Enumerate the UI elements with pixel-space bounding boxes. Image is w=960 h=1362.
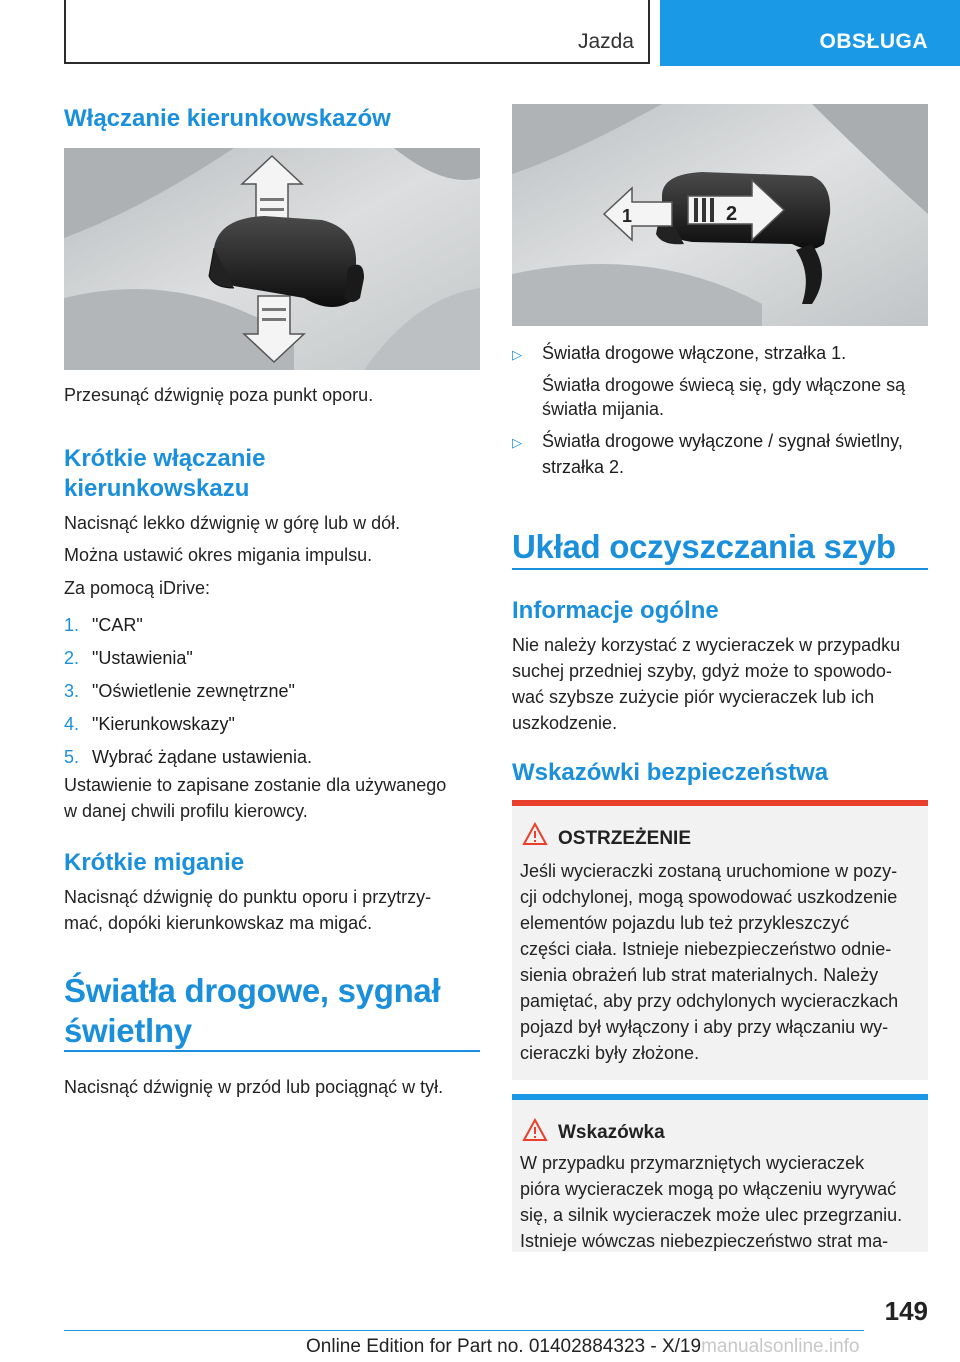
text-ustawienie-2: w danej chwili profilu kierowcy. [64, 801, 308, 821]
text-nacisnac-lekko: Nacisnąć lekko dźwignię w górę lub w dół. [64, 513, 401, 533]
note-triangle-icon [522, 1118, 548, 1142]
list-item: 3. "Oświetlenie zewnętrzne" [64, 681, 295, 701]
heading-kierunkowskazy: Włączanie kierunkowskazów [64, 105, 391, 132]
text-za-pomoca: Za pomocą iDrive: [64, 578, 211, 598]
text-bullet1-note-1: Światła drogowe świecą się, gdy włączone są [542, 375, 906, 395]
page-number: 149 [884, 1296, 928, 1326]
arrow-1-label: 1 [622, 206, 633, 226]
list-item: 5. Wybrać żądane ustawienia. [64, 747, 312, 767]
heading-swiatla-2: świetlny [64, 1012, 192, 1049]
list-item: ▷ Światła drogowe włączone, strzałka 1. [512, 340, 928, 368]
text-przesunac: Przesunąć dźwignię poza punkt oporu. [64, 385, 374, 405]
heading-krotkie-wlaczanie-1: Krótkie włączanie [64, 445, 266, 472]
heading-uklad-oczyszczania: Układ oczyszczania szyb [512, 528, 896, 565]
note-title: Wskazówka [558, 1122, 665, 1143]
note-bar [512, 1094, 928, 1100]
heading-rule [64, 1050, 480, 1052]
header-chapter-label: OBSŁUGA [819, 30, 928, 53]
heading-rule [512, 568, 928, 570]
footer-edition: Online Edition for Part no. 01402884323 - X/19manualsonline.info [306, 1336, 860, 1357]
warning-bar [512, 800, 928, 806]
text-info-1: Nie należy korzystać z wycieraczek w przypadku [512, 635, 901, 655]
list-item: ▷ Światła drogowe wyłączone / sygnał świetlny, strzałka 2. [512, 428, 928, 480]
triangle-bullet-icon: ▷ [512, 347, 522, 362]
warning-box [512, 800, 928, 1080]
triangle-bullet-icon: ▷ [512, 435, 522, 450]
text-miganie-1: Nacisnąć dźwignię do punktu oporu i przytrzy- [64, 887, 432, 907]
header-section-box [64, 0, 650, 64]
lever-up-down-illustration [64, 148, 480, 370]
arrow-2-label: 2 [726, 203, 738, 225]
heading-krotkie-wlaczanie-2: kierunkowskazu [64, 475, 250, 502]
warning-triangle-icon [522, 822, 548, 846]
illustration-high-beam-lever [512, 104, 928, 326]
note-text: W przypadku przymarzniętych wycieraczek pióra wycieraczek mogą po włączeniu wyrywać się, a silnik wycieraczek może ulec przegrzaniu. Istnieje wówczas niebezpieczeństwo strat ma- [520, 1153, 903, 1251]
list-item: 2. "Ustawienia" [64, 648, 193, 668]
text-info-4: uszkodzenie. [512, 713, 618, 733]
header-chapter-tab[interactable] [660, 0, 960, 66]
list-item: 4. "Kierunkowskazy" [64, 714, 235, 734]
footer-watermark: manualsonline.info [701, 1336, 860, 1357]
note-box [512, 1094, 928, 1252]
warning-title: OSTRZEŻENIE [558, 828, 692, 849]
heading-krotkie-miganie: Krótkie miganie [64, 849, 245, 876]
illustration-turn-signal-lever [64, 148, 480, 370]
idrive-steps-list [64, 612, 480, 777]
text-miganie-2: mać, dopóki kierunkowskaz ma migać. [64, 913, 373, 933]
high-beam-bullets-2 [512, 428, 928, 480]
warning-text: Jeśli wycieraczki zostaną uruchomione w pozy- cji odchylonej, mogą spowodować uszkodzenie elementów pojazdu lub też przykleszczyć części ciała. Istnieje niebezpieczeństwo odnie- sienia obrażeń lub strat materialnych. Należy pamiętać, aby przy odchylonych wycieraczkach pojazd był wyłączony i aby przy włączaniu wy- cieraczki były złożone. [520, 861, 899, 1063]
text-info-2: suchej przedniej szyby, gdyż może to spowodo- [512, 661, 892, 681]
heading-wskazowki-bezpieczenstwa: Wskazówki bezpieczeństwa [512, 759, 829, 786]
list-item: 1. "CAR" [64, 615, 143, 635]
heading-informacje-ogolne: Informacje ogólne [512, 597, 719, 624]
text-ustawienie-1: Ustawienie to zapisane zostanie dla używanego [64, 775, 447, 795]
text-swiatla: Nacisnąć dźwignię w przód lub pociągnąć w tył. [64, 1077, 444, 1097]
text-info-3: wać szybsze zużycie piór wycieraczek lub ich [512, 687, 875, 707]
high-beam-bullets [512, 340, 928, 368]
lever-forward-back-illustration [512, 104, 928, 326]
text-bullet1-note-2: światła mijania. [542, 399, 665, 419]
header-section-label: Jazda [577, 30, 634, 53]
footer-rule [64, 1330, 864, 1331]
text-mozna-ustawic: Można ustawić okres migania impulsu. [64, 545, 373, 565]
heading-swiatla-1: Światła drogowe, sygnał [64, 972, 441, 1009]
